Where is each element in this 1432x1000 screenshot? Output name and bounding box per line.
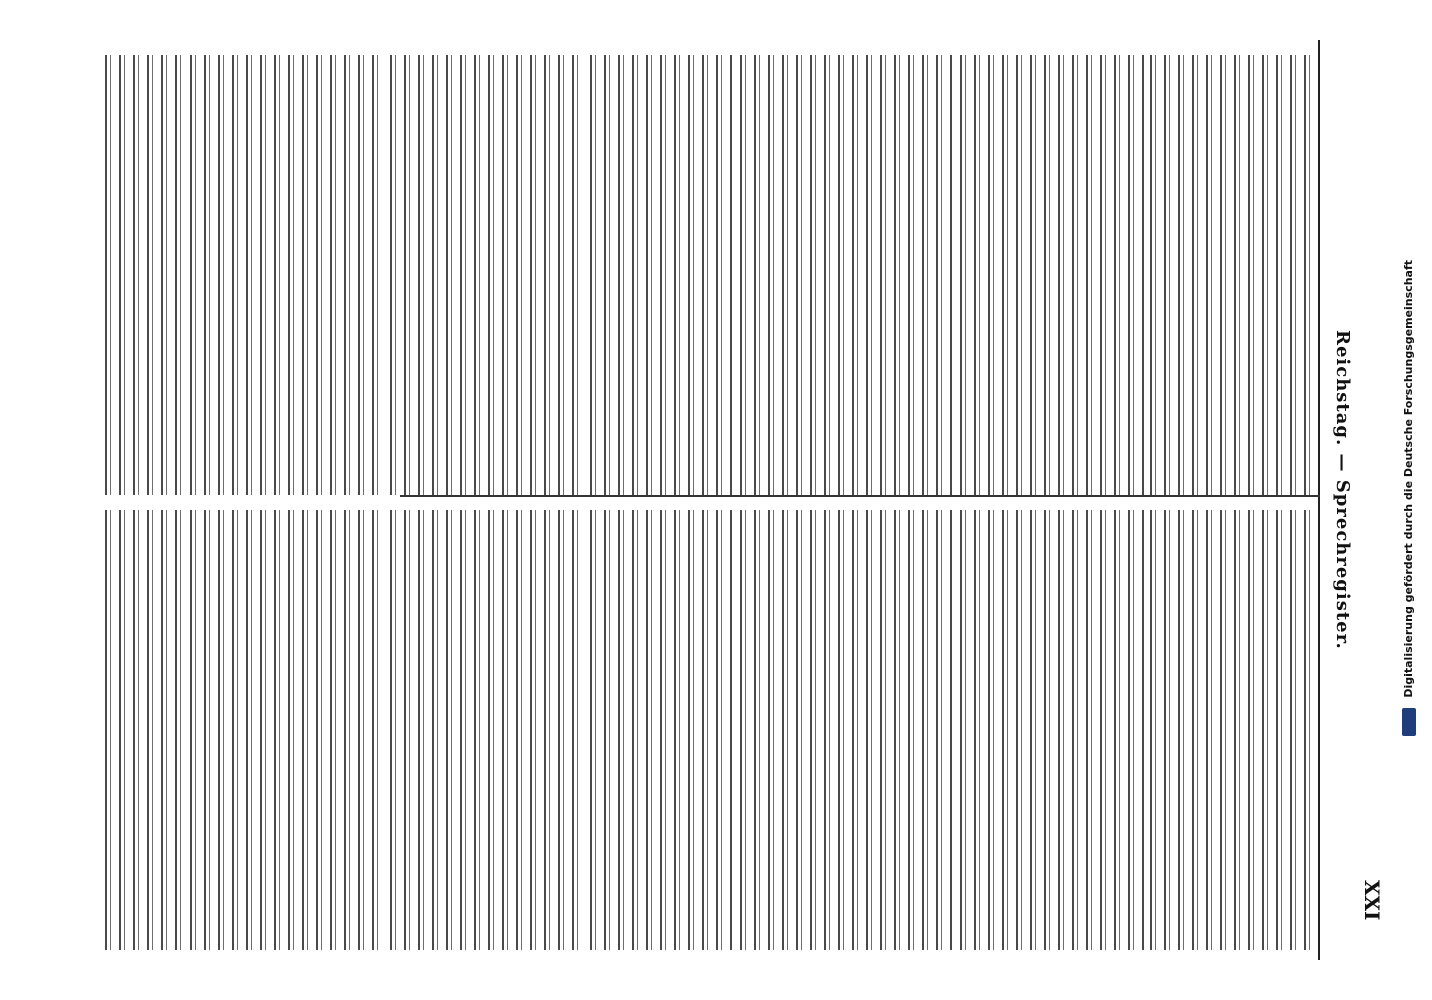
dfg-logo-icon	[1402, 708, 1416, 736]
text-block	[105, 55, 185, 495]
text-block	[960, 510, 1145, 950]
text-block	[390, 55, 585, 495]
page-number: XXI	[1360, 880, 1384, 921]
column-divider	[400, 495, 1320, 497]
running-head: Reichstag. — Sprechregister.	[1332, 330, 1353, 650]
text-block	[190, 510, 385, 950]
text-block	[740, 510, 955, 950]
text-block	[740, 55, 955, 495]
footer-credit: Digitalisierung gefördert durch die Deutsche Forschungsgemeinschaft	[1402, 260, 1415, 698]
header-rule	[1318, 40, 1320, 960]
text-block	[105, 510, 185, 950]
text-block	[1150, 510, 1310, 950]
text-block	[590, 510, 735, 950]
footer	[1402, 0, 1428, 1000]
text-block	[1150, 55, 1310, 495]
text-block	[590, 55, 735, 495]
text-block	[390, 510, 585, 950]
text-block	[960, 55, 1145, 495]
text-block	[190, 55, 385, 495]
